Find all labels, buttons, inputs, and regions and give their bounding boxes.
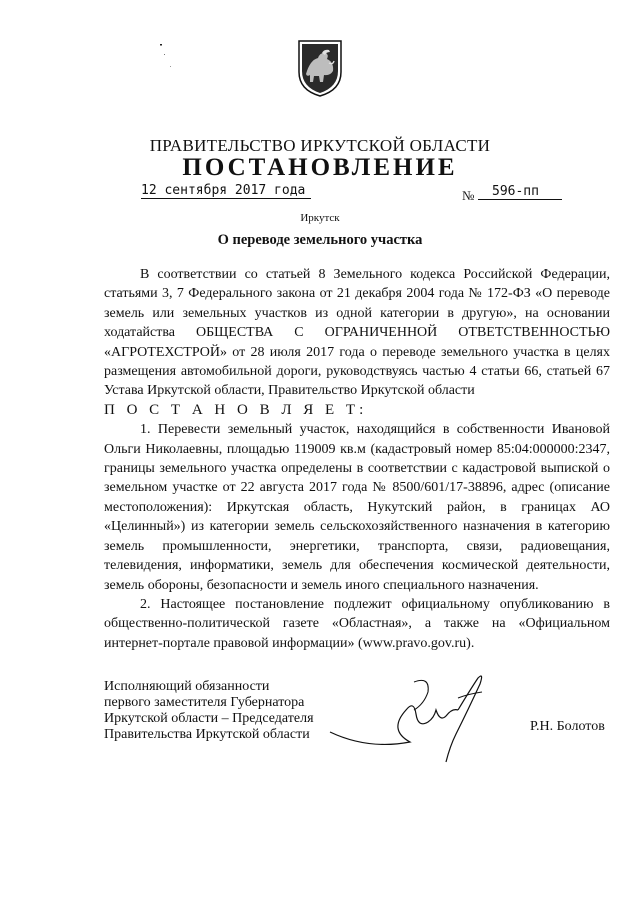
- signatory-name: Р.Н. Болотов: [530, 719, 605, 734]
- document-body: [104, 265, 610, 653]
- city: Иркутск: [300, 212, 340, 224]
- item-2-paragraph: 2. Настоящее постановление подлежит официальному опубликованию в общественно-политической газете «Областная», а также на «Официальном интернет-портале правовой информации» (www.pravo.gov.ru).: [104, 596, 610, 651]
- decree-date: 12 сентября 2017 года: [141, 183, 311, 199]
- handwritten-signature: [318, 670, 518, 765]
- item-1-paragraph: 1. Перевести земельный участок, находящийся в собственности Ивановой Ольги Николаевны, площадью 119009 кв.м (кадастровый номер 85:04:000000:2347, границы земельного участка определены в соответствии с кадастровой выпиской о земельном участке от 22 августа 2017 года № 8500/601/17-38896, адрес (описание местоположения): Иркутская область, Нукутский район, в границах АО «Целинный») из категории земель сельскохозяйственного назначения в категорию земель промышленности, энергетики, транспорта, связи, радиовещания, телевидения, информатики, земель для обеспечения космической деятельности, земель обороны, безопасности и земель иного специального назначения.: [104, 422, 610, 593]
- number-sign: №: [462, 188, 475, 203]
- government-name: ПРАВИТЕЛЬСТВО ИРКУТСКОЙ ОБЛАСТИ: [149, 136, 491, 155]
- scan-specks: [150, 40, 190, 80]
- position-line: Исполняющий обязанности: [104, 679, 270, 694]
- signatory-position: [104, 679, 314, 743]
- resolves-heading: П О С Т А Н О В Л Я Е Т:: [104, 401, 368, 418]
- subject-title: О переводе земельного участка: [217, 232, 423, 248]
- document-type: ПОСТАНОВЛЕНИЕ: [182, 154, 458, 181]
- position-line: Иркутской области – Председателя: [104, 711, 314, 726]
- decree-number: 596-пп: [478, 184, 562, 200]
- position-line: Правительства Иркутской области: [104, 727, 310, 742]
- preamble-paragraph: В соответствии со статьей 8 Земельного кодекса Российской Федерации, статьями 3, 7 Федерального закона от 21 декабря 2004 года № 172-ФЗ «О переводе земель или земельных участков из одной категории в другую», на основании ходатайства ОБЩЕСТВА С ОГРАНИЧЕННОЙ ОТВЕТСТВЕННОСТЬЮ «АГРОТЕХСТРОЙ» от 28 июля 2017 года о переводе земельного участка в целях размещения автомобильной дороги, руководствуясь частью 4 статьи 66, статьей 67 Устава Иркутской области, Правительство Иркутской области: [104, 267, 610, 399]
- coat-of-arms-icon: [296, 38, 344, 98]
- position-line: первого заместителя Губернатора: [104, 695, 305, 710]
